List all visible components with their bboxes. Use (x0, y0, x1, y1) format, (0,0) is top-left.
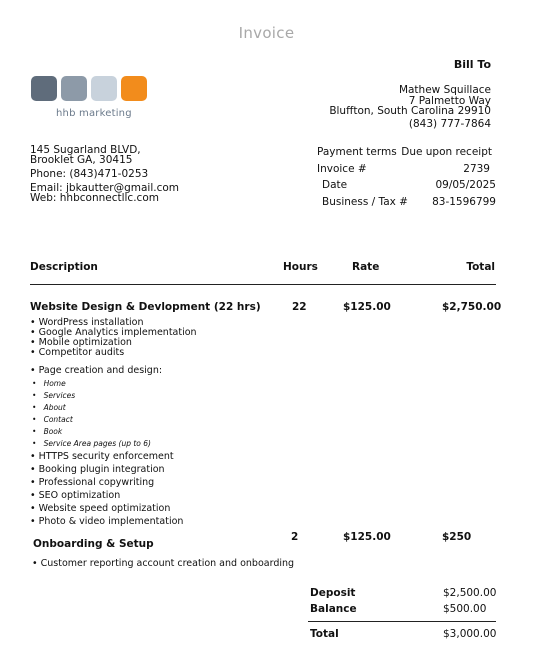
company-web: Web: hhbconnectllc.com (30, 192, 159, 204)
payment-terms-value: Due upon receipt (401, 146, 492, 158)
col-rate: Rate (352, 261, 380, 273)
company-logo (31, 76, 147, 101)
sub-list-item: • Book (32, 427, 63, 436)
sub-list-item: • Home (32, 379, 66, 388)
tax-number-label: Business / Tax # (322, 196, 408, 208)
logo-square-1 (31, 76, 57, 101)
col-total: Total (466, 261, 495, 273)
invoice-title: Invoice (238, 24, 295, 42)
total-label: Total (310, 628, 339, 640)
list-item: • Booking plugin integration (30, 464, 165, 475)
tax-number-value: 83-1596799 (432, 196, 496, 208)
sub-list-item: • Contact (32, 415, 73, 424)
list-item: • SEO optimization (30, 490, 121, 501)
item-title: Onboarding & Setup (33, 538, 154, 550)
logo-square-3 (91, 76, 117, 101)
invoice-number-value: 2739 (463, 163, 490, 175)
item-total: $250 (442, 531, 472, 543)
payment-terms-label: Payment terms (317, 146, 397, 158)
list-item: • Competitor audits (30, 347, 125, 358)
balance-value: $500.00 (443, 603, 487, 615)
list-item: • Website speed optimization (30, 503, 171, 514)
bill-to-phone: (843) 777-7864 (408, 118, 491, 130)
company-brand: hhb marketing (56, 108, 132, 119)
list-item: • Professional copywriting (30, 477, 155, 488)
header-divider (30, 284, 496, 285)
list-item: • HTTPS security enforcement (30, 451, 174, 462)
list-item: • Google Analytics implementation (30, 327, 197, 338)
bill-to-street: 7 Palmetto Way (408, 95, 491, 107)
bill-to-name: Mathew Squillace (398, 84, 491, 96)
list-item: • Page creation and design: (30, 365, 163, 376)
item-rate: $125.00 (343, 301, 391, 313)
deposit-label: Deposit (310, 587, 356, 599)
item-hours: 2 (291, 531, 299, 543)
item-rate: $125.00 (343, 531, 391, 543)
bill-to-city: Bluffton, South Carolina 29910 (329, 105, 491, 117)
logo-square-4 (121, 76, 147, 101)
col-hours: Hours (283, 261, 318, 273)
company-email: Email: jbkautter@gmail.com (30, 182, 180, 194)
bill-to-heading: Bill To (453, 58, 491, 71)
total-value: $3,000.00 (443, 628, 497, 640)
deposit-value: $2,500.00 (443, 587, 497, 599)
summary-divider (308, 621, 496, 622)
company-address-2: Brooklet GA, 30415 (30, 154, 133, 166)
sub-list-item: • About (32, 403, 66, 412)
list-item: • Customer reporting account creation and onboarding (32, 558, 295, 569)
item-title: Website Design & Devlopment (22 hrs) (30, 301, 261, 313)
col-description: Description (30, 261, 98, 273)
invoice-number-label: Invoice # (317, 163, 367, 175)
date-value: 09/05/2025 (435, 179, 496, 191)
sub-list-item: • Service Area pages (up to 6) (32, 439, 151, 448)
company-phone: Phone: (843)471-0253 (30, 168, 149, 180)
list-item: • Photo & video implementation (30, 516, 184, 527)
item-hours: 22 (292, 301, 307, 313)
list-item: • WordPress installation (30, 317, 144, 328)
logo-square-2 (61, 76, 87, 101)
balance-label: Balance (310, 603, 357, 615)
sub-list-item: • Services (32, 391, 76, 400)
list-item: • Mobile optimization (30, 337, 132, 348)
date-label: Date (322, 179, 348, 191)
company-address-1: 145 Sugarland BLVD, (30, 144, 141, 156)
item-total: $2,750.00 (442, 301, 502, 313)
